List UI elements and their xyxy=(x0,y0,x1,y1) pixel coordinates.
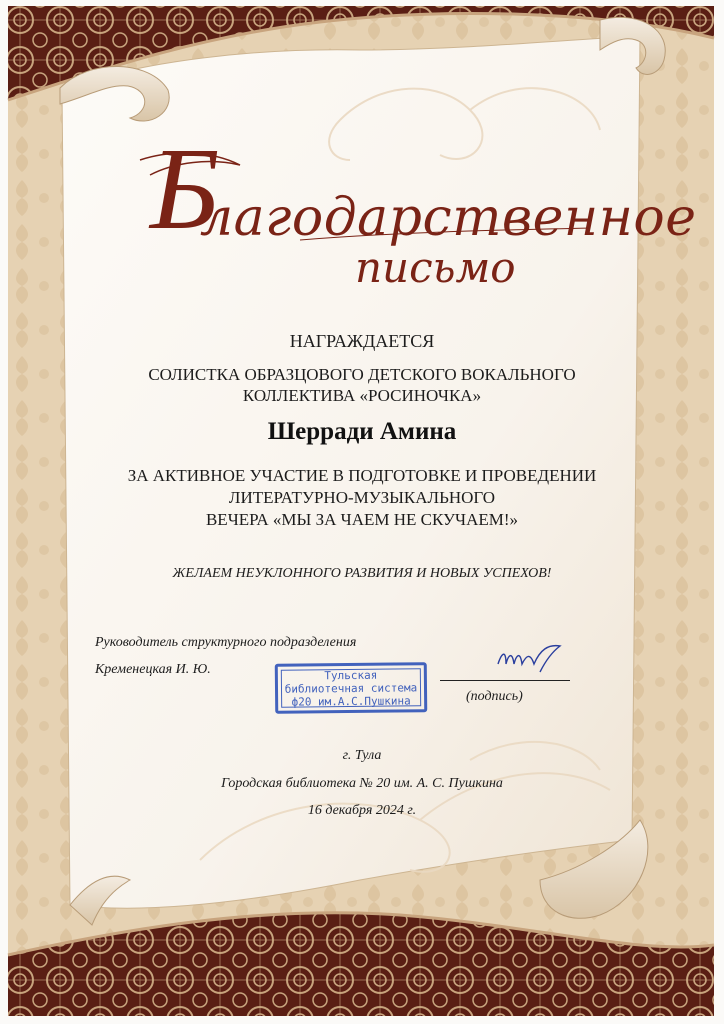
title-line1: лагодарственное xyxy=(200,188,697,248)
wishes: ЖЕЛАЕМ НЕУКЛОННОГО РАЗВИТИЯ И НОВЫХ УСПЕХОВ! xyxy=(172,566,552,581)
title-line2: письмо xyxy=(355,243,516,292)
reason-line3: ВЕЧЕРА «МЫ ЗА ЧАЕМ НЕ СКУЧАЕМ!» xyxy=(205,510,519,529)
recipient-role-line1: СОЛИСТКА ОБРАЗЦОВОГО ДЕТСКОГО ВОКАЛЬНОГО xyxy=(148,365,576,384)
signature-line xyxy=(440,680,570,681)
signer-name: Кременецкая И. Ю. xyxy=(95,662,211,677)
reason-line1: ЗА АКТИВНОЕ УЧАСТИЕ В ПОДГОТОВКЕ И ПРОВЕДЕНИИ xyxy=(127,466,597,485)
organization: Городская библиотека № 20 им. А. С. Пушкина xyxy=(221,776,503,791)
awarded-heading: НАГРАЖДАЕТСЯ xyxy=(289,331,435,351)
recipient-name: Шерради Амина xyxy=(267,418,457,445)
stamp-line2: библиотечная система xyxy=(284,681,418,696)
library-stamp xyxy=(275,662,428,714)
city: г. Тула xyxy=(342,748,382,763)
stamp-line3: ф20 им.А.С.Пушкина xyxy=(291,694,411,709)
title-initial: Б xyxy=(150,123,220,254)
signer-position: Руководитель структурного подразделения xyxy=(95,635,357,650)
issue-date: 16 декабря 2024 г. xyxy=(307,803,417,818)
stamp-line1: Тульская xyxy=(324,668,378,683)
reason-line2: ЛИТЕРАТУРНО-МУЗЫКАЛЬНОГО xyxy=(228,488,496,507)
recipient-role-line2: КОЛЛЕКТИВА «РОСИНОЧКА» xyxy=(242,386,482,405)
signature-caption: (подпись) xyxy=(466,689,523,704)
